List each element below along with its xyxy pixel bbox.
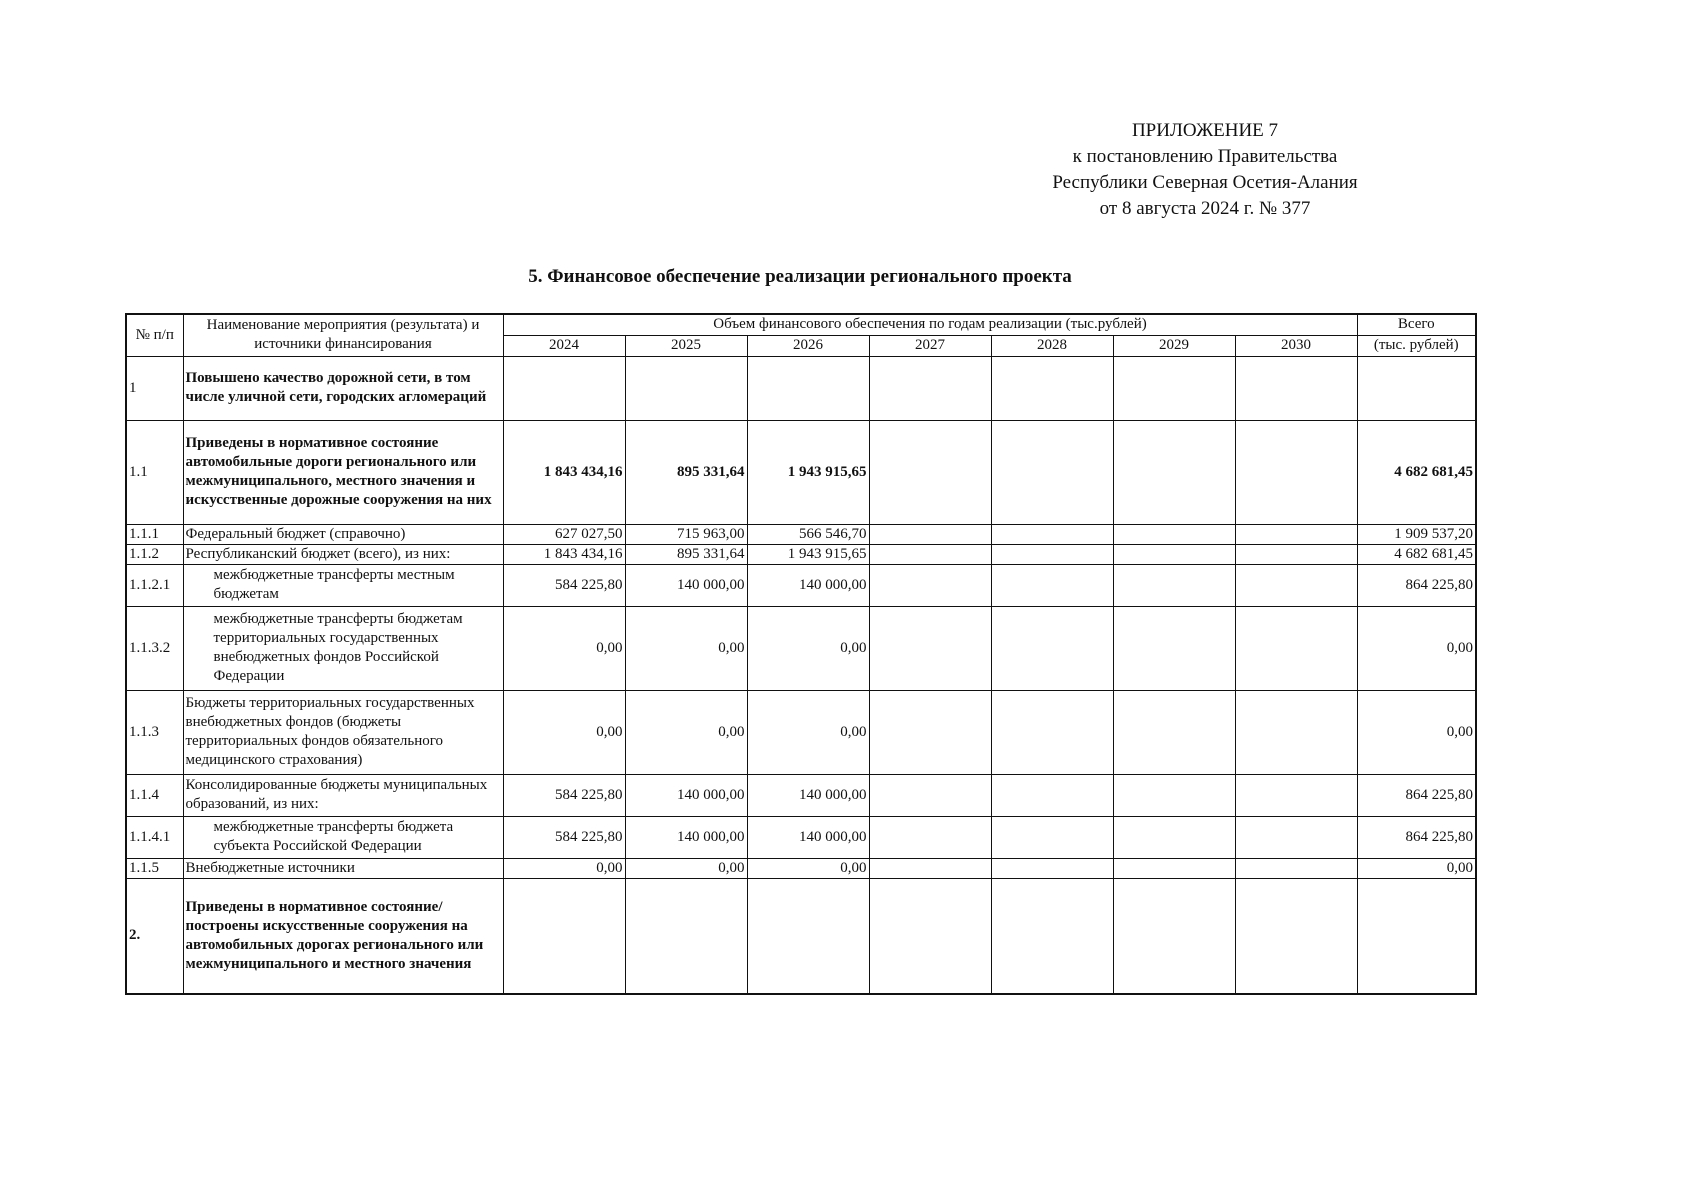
row-name: Внебюджетные источники: [183, 858, 503, 878]
row-name: Федеральный бюджет (справочно): [183, 524, 503, 544]
cell-2026: 0,00: [747, 690, 869, 774]
appendix-line-2: к постановлению Правительства: [1072, 146, 1338, 167]
cell-2025: 895 331,64: [625, 544, 747, 564]
header-name: Наименование мероприятия (результата) и источники финансирования: [183, 314, 503, 356]
cell-2027: [869, 606, 991, 690]
cell-2030: [1235, 544, 1357, 564]
header-year-2028: 2028: [991, 335, 1113, 356]
cell-2030: [1235, 774, 1357, 816]
table-row: [126, 816, 1476, 858]
appendix-line-1: ПРИЛОЖЕНИЕ 7: [1131, 120, 1279, 141]
cell-2024: [503, 878, 625, 994]
row-num: 1.1.4.1: [126, 816, 183, 858]
cell-2024: 0,00: [503, 606, 625, 690]
table-row: [126, 878, 1476, 994]
row-num: 1.1.3.2: [126, 606, 183, 690]
row-name: Повышено качество дорожной сети, в том числе уличной сети, городских агломераций: [183, 356, 503, 420]
appendix-header: [945, 118, 1465, 222]
cell-2027: [869, 774, 991, 816]
cell-2026: 0,00: [747, 858, 869, 878]
table-row: [126, 606, 1476, 690]
cell-2029: [1113, 564, 1235, 606]
table-row: [126, 690, 1476, 774]
cell-total: 864 225,80: [1357, 564, 1476, 606]
cell-2030: [1235, 690, 1357, 774]
cell-2029: [1113, 544, 1235, 564]
header-total-line1: Всего: [1357, 314, 1476, 335]
cell-2026: 1 943 915,65: [747, 544, 869, 564]
cell-total: 4 682 681,45: [1357, 420, 1476, 524]
cell-2028: [991, 858, 1113, 878]
appendix-line-3: Республики Северная Осетия-Алания: [1052, 172, 1358, 193]
row-name: межбюджетные трансферты бюджетам территориальных государственных внебюджетных фондов Российской Федерации: [183, 606, 503, 690]
cell-2028: [991, 816, 1113, 858]
cell-2030: [1235, 816, 1357, 858]
header-num: № п/п: [126, 314, 183, 356]
cell-2024: 627 027,50: [503, 524, 625, 544]
cell-2027: [869, 858, 991, 878]
table-row: [126, 420, 1476, 524]
cell-2025: 0,00: [625, 690, 747, 774]
row-num: 1.1.4: [126, 774, 183, 816]
cell-2029: [1113, 816, 1235, 858]
cell-2028: [991, 564, 1113, 606]
cell-total: 4 682 681,45: [1357, 544, 1476, 564]
header-volume: Объем финансового обеспечения по годам реализации (тыс.рублей): [503, 314, 1357, 335]
table-row: [126, 524, 1476, 544]
row-num: 2.: [126, 878, 183, 994]
cell-2030: [1235, 878, 1357, 994]
cell-2028: [991, 606, 1113, 690]
cell-2025: 0,00: [625, 606, 747, 690]
header-year-2024: 2024: [503, 335, 625, 356]
row-num: 1.1.1: [126, 524, 183, 544]
cell-2024: 1 843 434,16: [503, 420, 625, 524]
cell-2030: [1235, 564, 1357, 606]
cell-2024: 584 225,80: [503, 816, 625, 858]
cell-total: 864 225,80: [1357, 774, 1476, 816]
cell-2027: [869, 356, 991, 420]
header-year-2029: 2029: [1113, 335, 1235, 356]
row-num: 1: [126, 356, 183, 420]
appendix-line-4: от 8 августа 2024 г. № 377: [1099, 198, 1311, 219]
cell-2030: [1235, 606, 1357, 690]
header-year-2030: 2030: [1235, 335, 1357, 356]
cell-2025: 715 963,00: [625, 524, 747, 544]
cell-2029: [1113, 858, 1235, 878]
cell-2028: [991, 690, 1113, 774]
cell-2025: [625, 878, 747, 994]
cell-2028: [991, 774, 1113, 816]
cell-2027: [869, 564, 991, 606]
cell-2026: 140 000,00: [747, 816, 869, 858]
table-row: [126, 774, 1476, 816]
cell-2025: 140 000,00: [625, 564, 747, 606]
cell-2026: 140 000,00: [747, 774, 869, 816]
table-row: [126, 858, 1476, 878]
header-year-2025: 2025: [625, 335, 747, 356]
cell-2029: [1113, 878, 1235, 994]
cell-2027: [869, 816, 991, 858]
cell-2028: [991, 356, 1113, 420]
section-title: 5. Финансовое обеспечение реализации регионального проекта: [528, 266, 1072, 287]
row-name: Приведены в нормативное состояние/построены искусственные сооружения на автомобильных дорогах регионального или межмуниципального и местного значения: [183, 878, 503, 994]
cell-2027: [869, 420, 991, 524]
cell-2026: 140 000,00: [747, 564, 869, 606]
header-year-2027: 2027: [869, 335, 991, 356]
row-name: Приведены в нормативное состояние автомобильные дороги регионального или межмуниципального, местного значения и искусственные дорожные сооружения на них: [183, 420, 503, 524]
cell-total: 0,00: [1357, 858, 1476, 878]
cell-2030: [1235, 420, 1357, 524]
cell-2024: 584 225,80: [503, 564, 625, 606]
cell-2028: [991, 420, 1113, 524]
cell-2026: [747, 356, 869, 420]
cell-2027: [869, 878, 991, 994]
cell-2024: 0,00: [503, 858, 625, 878]
cell-2028: [991, 878, 1113, 994]
row-num: 1.1.2.1: [126, 564, 183, 606]
cell-total: 0,00: [1357, 690, 1476, 774]
row-name: межбюджетные трансферты бюджета субъекта Российской Федерации: [183, 816, 503, 858]
table-row: [126, 356, 1476, 420]
cell-total: [1357, 356, 1476, 420]
cell-2029: [1113, 420, 1235, 524]
row-name: Республиканский бюджет (всего), из них:: [183, 544, 503, 564]
cell-2026: 566 546,70: [747, 524, 869, 544]
cell-2029: [1113, 690, 1235, 774]
row-num: 1.1.2: [126, 544, 183, 564]
cell-2029: [1113, 774, 1235, 816]
cell-2026: [747, 878, 869, 994]
cell-2025: 140 000,00: [625, 816, 747, 858]
cell-2025: 895 331,64: [625, 420, 747, 524]
cell-2029: [1113, 524, 1235, 544]
row-name: Бюджеты территориальных государственных внебюджетных фондов (бюджеты территориальных фондов обязательного медицинского страхования): [183, 690, 503, 774]
cell-2024: [503, 356, 625, 420]
row-name: межбюджетные трансферты местным бюджетам: [183, 564, 503, 606]
row-name: Консолидированные бюджеты муниципальных образований, из них:: [183, 774, 503, 816]
financing-table: [125, 313, 1477, 995]
cell-total: 1 909 537,20: [1357, 524, 1476, 544]
cell-2028: [991, 524, 1113, 544]
cell-2024: 0,00: [503, 690, 625, 774]
cell-2024: 584 225,80: [503, 774, 625, 816]
cell-2026: 1 943 915,65: [747, 420, 869, 524]
table-row: [126, 544, 1476, 564]
cell-2028: [991, 544, 1113, 564]
row-num: 1.1.3: [126, 690, 183, 774]
cell-2029: [1113, 606, 1235, 690]
cell-2030: [1235, 356, 1357, 420]
row-num: 1.1.5: [126, 858, 183, 878]
header-total-line2: (тыс. рублей): [1357, 335, 1476, 356]
cell-2027: [869, 544, 991, 564]
cell-2027: [869, 690, 991, 774]
cell-2025: 0,00: [625, 858, 747, 878]
cell-2030: [1235, 524, 1357, 544]
cell-total: [1357, 878, 1476, 994]
cell-2024: 1 843 434,16: [503, 544, 625, 564]
table-row: [126, 564, 1476, 606]
cell-total: 0,00: [1357, 606, 1476, 690]
cell-2030: [1235, 858, 1357, 878]
row-num: 1.1: [126, 420, 183, 524]
cell-2026: 0,00: [747, 606, 869, 690]
cell-2025: 140 000,00: [625, 774, 747, 816]
cell-2027: [869, 524, 991, 544]
cell-total: 864 225,80: [1357, 816, 1476, 858]
cell-2025: [625, 356, 747, 420]
cell-2029: [1113, 356, 1235, 420]
header-year-2026: 2026: [747, 335, 869, 356]
